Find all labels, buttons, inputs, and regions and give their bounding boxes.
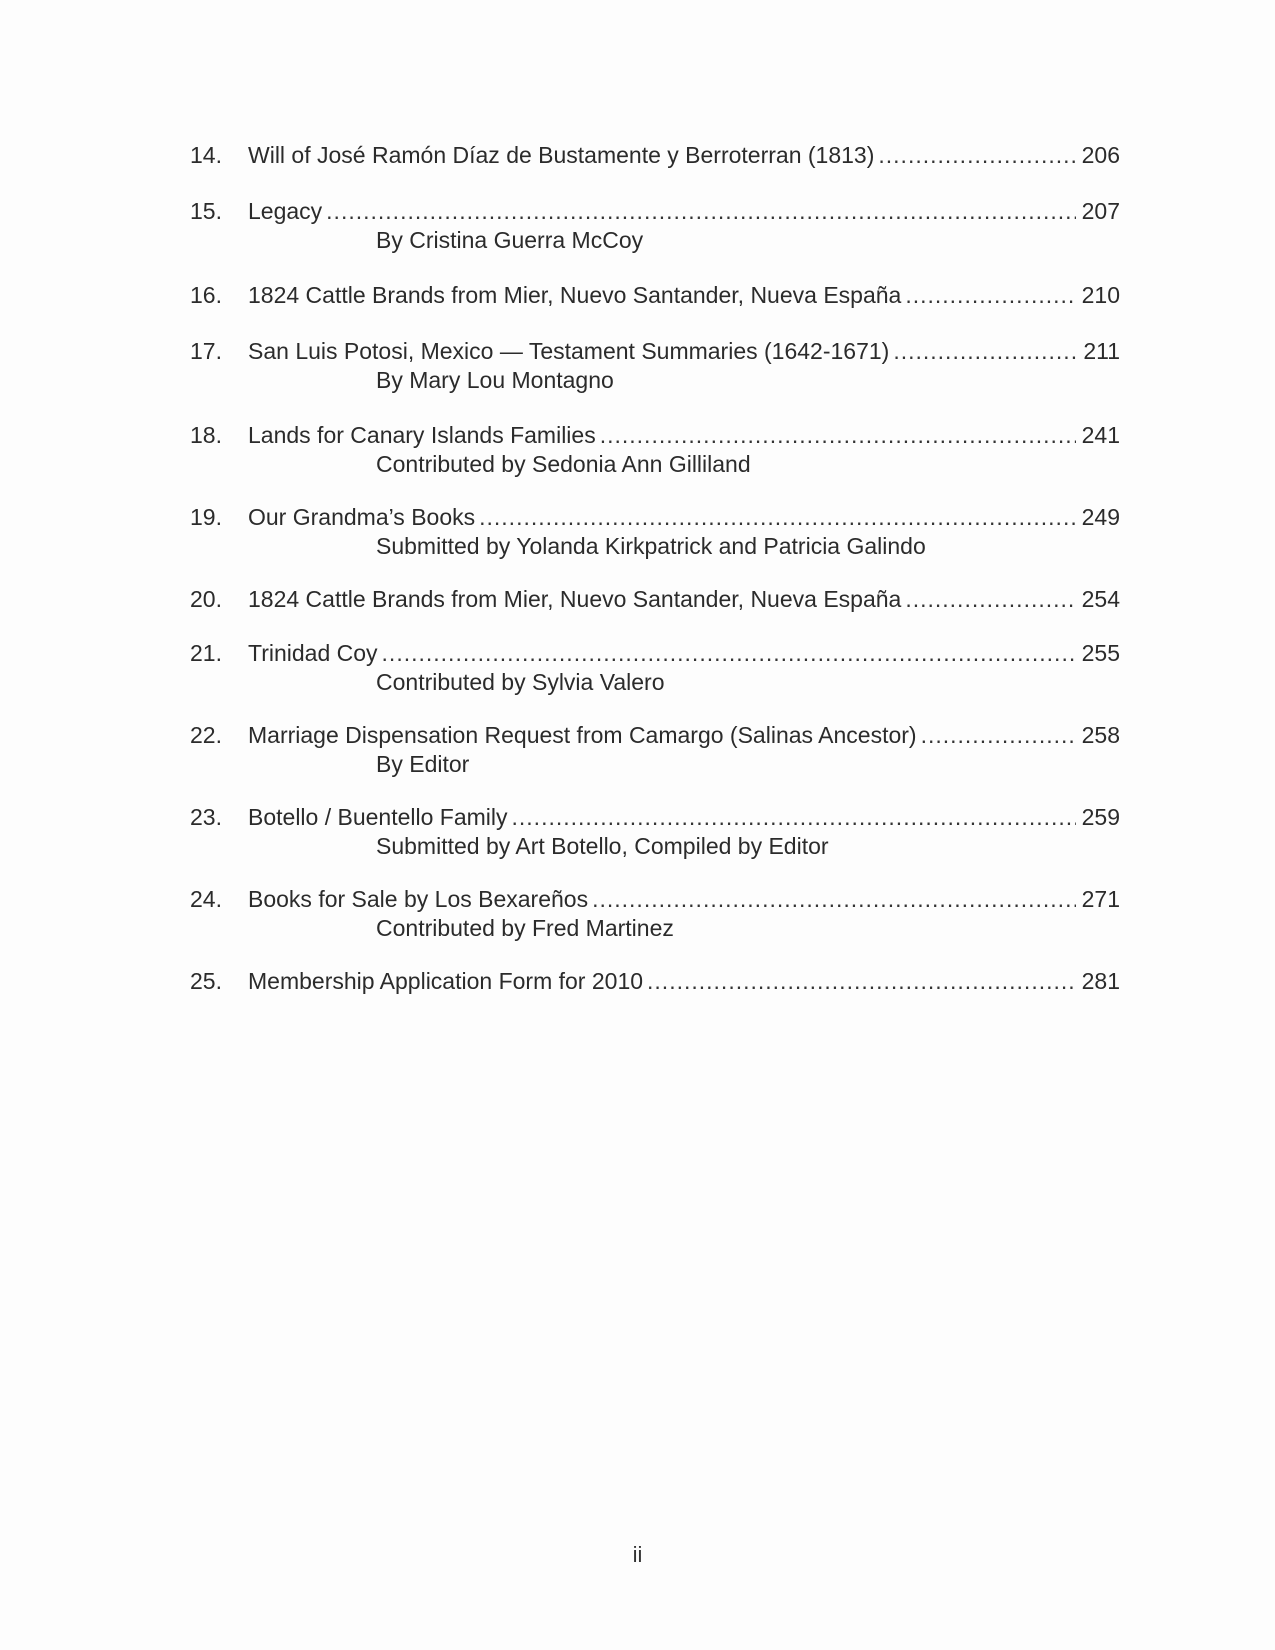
entry-byline: Contributed by Fred Martinez bbox=[376, 915, 674, 941]
entry-page-number: 206 bbox=[1081, 142, 1120, 168]
toc-entry-21 bbox=[190, 638, 1120, 696]
entry-title: Books for Sale by Los Bexareños bbox=[248, 886, 589, 912]
entry-page-number: 207 bbox=[1081, 198, 1120, 224]
entry-page-number: 241 bbox=[1081, 422, 1120, 448]
dot-leader bbox=[600, 420, 1076, 450]
entry-byline: Contributed by Sylvia Valero bbox=[376, 669, 665, 695]
entry-number: 19. bbox=[190, 504, 222, 530]
entry-title: Membership Application Form for 2010 bbox=[248, 968, 644, 994]
toc-entry-24 bbox=[190, 884, 1120, 942]
toc-entry-19 bbox=[190, 502, 1120, 560]
entry-byline: Submitted by Art Botello, Compiled by Editor bbox=[376, 833, 829, 859]
dot-leader bbox=[592, 884, 1076, 914]
dot-leader bbox=[878, 140, 1075, 170]
entry-page-number: 271 bbox=[1081, 886, 1120, 912]
toc-entry-25 bbox=[190, 966, 1120, 996]
toc-entry-22 bbox=[190, 720, 1120, 778]
entry-byline: By Editor bbox=[376, 751, 470, 777]
dot-leader bbox=[512, 802, 1076, 832]
entry-title: Trinidad Coy bbox=[248, 640, 378, 666]
entry-title: Our Grandma’s Books bbox=[248, 504, 476, 530]
entry-page-number: 254 bbox=[1081, 586, 1120, 612]
toc-entry-23 bbox=[190, 802, 1120, 860]
entry-title: 1824 Cattle Brands from Mier, Nuevo Santander, Nueva España bbox=[248, 282, 902, 308]
toc-entry-20 bbox=[190, 584, 1120, 614]
entry-number: 21. bbox=[190, 640, 222, 666]
entry-title: Botello / Buentello Family bbox=[248, 804, 508, 830]
entry-byline: Submitted by Yolanda Kirkpatrick and Patricia Galindo bbox=[376, 533, 926, 559]
entry-number: 22. bbox=[190, 722, 222, 748]
entry-byline: By Cristina Guerra McCoy bbox=[376, 227, 644, 253]
dot-leader bbox=[921, 720, 1076, 750]
entry-number: 14. bbox=[190, 142, 222, 168]
entry-title: Will of José Ramón Díaz de Bustamente y Berroterran (1813) bbox=[248, 142, 875, 168]
entry-title: Lands for Canary Islands Families bbox=[248, 422, 596, 448]
entry-title: 1824 Cattle Brands from Mier, Nuevo Santander, Nueva España bbox=[248, 586, 902, 612]
entry-byline: By Mary Lou Montagno bbox=[376, 367, 614, 393]
page-number-footer: ii bbox=[632, 1542, 643, 1567]
toc-entry-18 bbox=[190, 420, 1120, 478]
entry-byline: Contributed by Sedonia Ann Gilliland bbox=[376, 451, 751, 477]
dot-leader bbox=[479, 502, 1076, 532]
entry-title: Marriage Dispensation Request from Camargo (Salinas Ancestor) bbox=[248, 722, 917, 748]
entry-number: 25. bbox=[190, 968, 222, 994]
entry-page-number: 281 bbox=[1081, 968, 1120, 994]
toc-entry-16 bbox=[190, 280, 1120, 310]
toc-entry-15 bbox=[190, 196, 1120, 254]
entry-number: 17. bbox=[190, 338, 222, 364]
entry-page-number: 249 bbox=[1081, 504, 1120, 530]
dot-leader bbox=[905, 280, 1075, 310]
dot-leader bbox=[647, 966, 1076, 996]
toc-entry-17 bbox=[190, 336, 1120, 394]
entry-number: 15. bbox=[190, 198, 222, 224]
entry-page-number: 210 bbox=[1081, 282, 1120, 308]
entry-number: 16. bbox=[190, 282, 222, 308]
entry-page-number: 259 bbox=[1081, 804, 1120, 830]
dot-leader bbox=[382, 638, 1076, 668]
dot-leader bbox=[326, 196, 1075, 226]
entry-title: San Luis Potosi, Mexico — Testament Summaries (1642-1671) bbox=[248, 338, 890, 364]
toc-entry-14 bbox=[190, 140, 1120, 170]
entry-number: 24. bbox=[190, 886, 222, 912]
dot-leader bbox=[905, 584, 1075, 614]
entry-page-number: 255 bbox=[1081, 640, 1120, 666]
dot-leader bbox=[893, 336, 1077, 366]
entry-page-number: 211 bbox=[1083, 338, 1120, 364]
entry-title: Legacy bbox=[248, 198, 323, 224]
entry-page-number: 258 bbox=[1081, 722, 1120, 748]
entry-number: 20. bbox=[190, 586, 222, 612]
entry-number: 18. bbox=[190, 422, 222, 448]
entry-number: 23. bbox=[190, 804, 222, 830]
